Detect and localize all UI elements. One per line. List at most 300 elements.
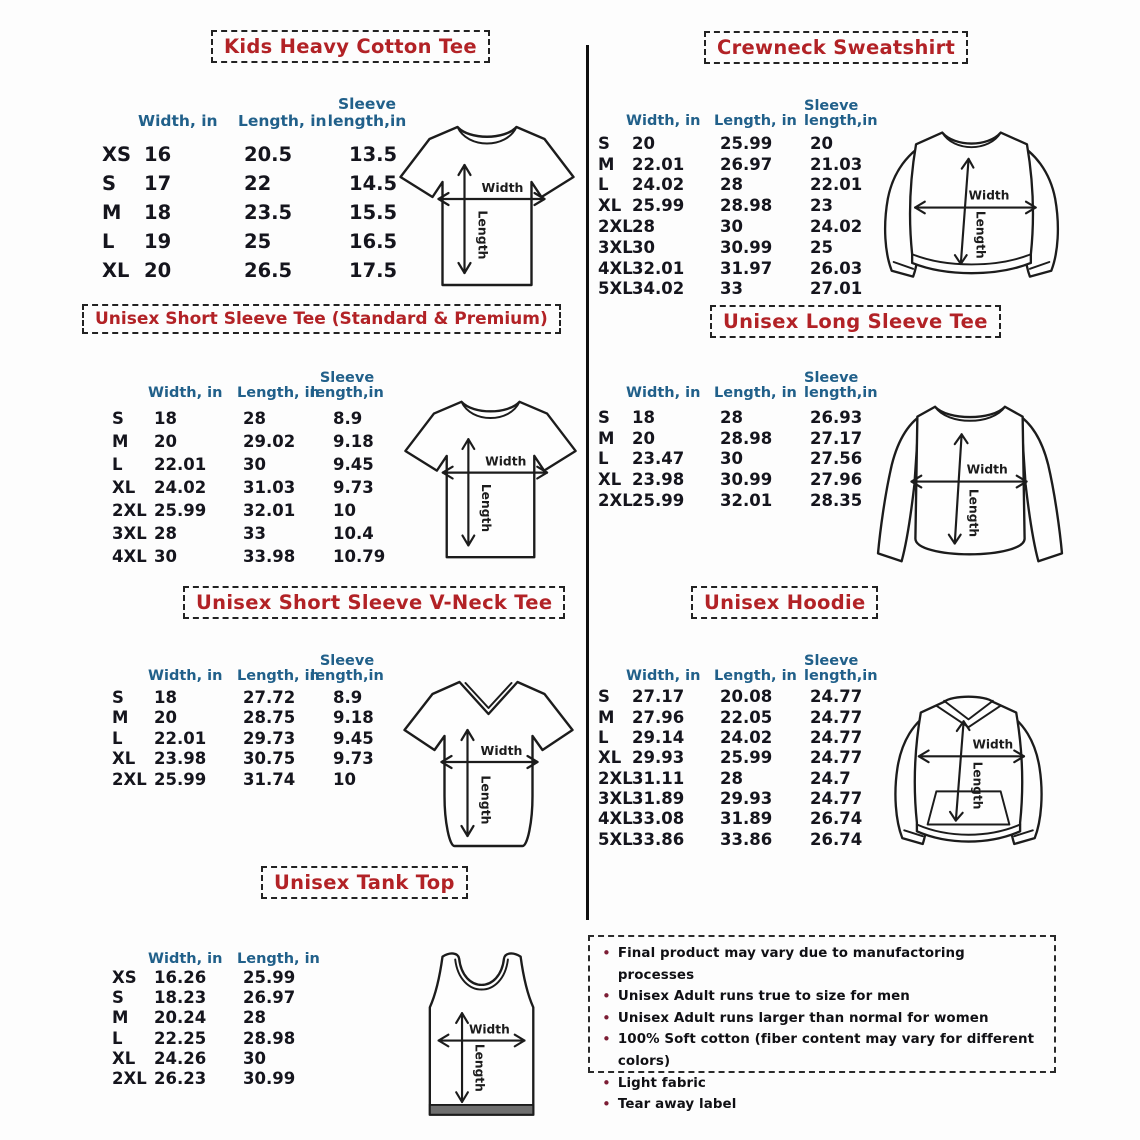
section-crewneck-sweatshirt [592, 28, 1087, 298]
value-cell: 26.5 [244, 259, 293, 283]
table-row [112, 476, 413, 499]
column-header: Width, in [148, 667, 223, 684]
column-header: Sleeve length,in [310, 369, 384, 401]
value-cell: 34.02 [632, 279, 685, 299]
section-title [710, 305, 1001, 338]
note-text: Tear away label [617, 1097, 737, 1113]
value-cell: 18 [632, 407, 655, 427]
table-row [102, 257, 437, 286]
value-cell: 33.86 [632, 829, 685, 849]
table-row [598, 469, 894, 490]
width-label: Width [481, 180, 524, 195]
table-row [598, 687, 894, 707]
table-row [598, 258, 894, 279]
table-row [598, 748, 894, 768]
column-header: Sleeve length,in [804, 369, 878, 401]
column-header: Sleeve length,in [804, 97, 878, 129]
note-text: Unisex Adult runs true to size for men [617, 989, 910, 1005]
value-cell: 20 [632, 133, 655, 153]
size-label: M [112, 708, 129, 728]
tshirt-diagram [392, 113, 582, 298]
table-row [112, 1028, 353, 1048]
value-cell: 26.03 [810, 258, 863, 278]
value-cell: 20.5 [244, 143, 293, 167]
value-cell: 31.11 [632, 768, 685, 788]
note-item [602, 1094, 1042, 1116]
bullet-icon: • [602, 987, 611, 1006]
section-title [211, 30, 490, 63]
value-cell: 30 [720, 216, 743, 236]
value-cell: 27.17 [810, 428, 863, 448]
column-header: Width, in [148, 384, 223, 401]
bullet-icon: • [602, 944, 611, 962]
section-title-text: Unisex Short Sleeve V-Neck Tee [196, 591, 553, 614]
value-cell: 30 [154, 546, 177, 566]
width-label: Width [966, 462, 1008, 477]
size-label: M [598, 707, 615, 727]
value-cell: 9.45 [333, 728, 374, 748]
column-header: Length, in [237, 667, 320, 684]
size-label: 3XL [598, 237, 633, 257]
size-table [80, 638, 413, 790]
table-row [102, 141, 437, 170]
value-cell: 26.97 [243, 987, 296, 1007]
value-cell: 16 [144, 143, 172, 167]
size-label: 2XL [598, 490, 633, 510]
value-cell: 25.99 [720, 133, 773, 153]
size-label: XL [112, 1049, 136, 1069]
value-cell: 32.01 [720, 490, 773, 510]
value-cell: 29.73 [243, 728, 296, 748]
value-cell: 30 [720, 449, 743, 469]
size-label: 3XL [112, 523, 147, 543]
column-header: Width, in [138, 111, 218, 130]
value-cell: 27.01 [810, 279, 863, 299]
section-title-text: Unisex Hoodie [704, 591, 866, 614]
value-cell: 25.99 [243, 967, 296, 987]
value-cell: 20 [632, 428, 655, 448]
section-unisex-tank-top [80, 863, 560, 1133]
note-text: Final product may vary due to manufactoring processes [617, 946, 965, 983]
size-label: S [112, 987, 124, 1007]
value-cell: 29.02 [243, 431, 296, 451]
column-header: Sleeve length,in [804, 652, 878, 684]
table-row [598, 237, 894, 258]
section-title [183, 586, 565, 619]
size-label: S [102, 172, 117, 196]
value-cell: 17.5 [349, 259, 398, 283]
value-cell: 25.99 [154, 500, 207, 520]
value-cell: 25 [244, 230, 272, 254]
value-cell: 20.24 [154, 1008, 207, 1028]
value-cell: 24.02 [154, 477, 207, 497]
table-row [598, 490, 894, 511]
size-label: S [112, 408, 124, 428]
width-label: Width [968, 188, 1010, 203]
column-divider [586, 45, 589, 920]
table-header-row [598, 83, 894, 129]
value-cell: 28.98 [720, 196, 773, 216]
length-label: Length [970, 761, 985, 810]
size-label: M [598, 428, 615, 448]
size-label: S [598, 687, 610, 707]
value-cell: 20 [144, 259, 172, 283]
section-kids-heavy-cotton-tee [80, 28, 580, 293]
note-item [602, 1029, 1042, 1072]
size-label: L [598, 728, 609, 748]
size-label: 2XL [598, 216, 633, 236]
note-text: Unisex Adult runs larger than normal for women [617, 1010, 989, 1026]
column-header: Sleeve length,in [310, 652, 384, 684]
table-row [598, 216, 894, 237]
value-cell: 28.98 [720, 428, 773, 448]
value-cell: 24.02 [720, 728, 773, 748]
column-header: Sleeve length,in [327, 95, 407, 130]
value-cell: 17 [144, 172, 172, 196]
column-header: Length, in [714, 667, 797, 684]
table-row [598, 829, 894, 849]
size-table [592, 355, 894, 511]
column-header: Width, in [626, 112, 701, 129]
size-label: M [112, 1008, 129, 1028]
value-cell: 24.77 [810, 788, 863, 808]
sweatshirt-diagram [864, 118, 1079, 298]
table-row [102, 170, 437, 199]
value-cell: 24.77 [810, 748, 863, 768]
size-label: M [112, 431, 129, 451]
value-cell: 15.5 [349, 201, 398, 225]
size-label: 2XL [112, 500, 147, 520]
table-row [598, 175, 894, 196]
value-cell: 25.99 [632, 490, 685, 510]
table-row [112, 453, 413, 476]
value-cell: 23 [810, 196, 833, 216]
section-title-text: Unisex Short Sleeve Tee (Standard & Premium) [95, 309, 548, 329]
table-header-row [598, 638, 894, 684]
size-label: 3XL [598, 788, 633, 808]
value-cell: 24.02 [810, 216, 863, 236]
value-cell: 20 [154, 708, 177, 728]
value-cell: 26.74 [810, 829, 863, 849]
size-label: S [598, 133, 610, 153]
length-label: Length [472, 1043, 487, 1092]
value-cell: 31.03 [243, 477, 296, 497]
bullet-icon: • [602, 1073, 611, 1092]
value-cell: 23.98 [154, 749, 207, 769]
value-cell: 31.97 [720, 258, 773, 278]
column-header: Width, in [626, 384, 701, 401]
value-cell: 14.5 [349, 172, 398, 196]
value-cell: 28.35 [810, 490, 863, 510]
value-cell: 10 [333, 770, 356, 790]
value-cell: 28 [720, 175, 743, 195]
width-label: Width [485, 454, 527, 469]
value-cell: 27.96 [810, 470, 863, 490]
size-table [592, 83, 894, 299]
size-label: L [102, 230, 115, 254]
size-table [80, 921, 353, 1089]
value-cell: 28 [720, 407, 743, 427]
length-label: Length [966, 488, 981, 538]
table-row [112, 430, 413, 453]
table-row [598, 788, 894, 808]
value-cell: 13.5 [349, 143, 398, 167]
table-row [112, 407, 413, 430]
value-cell: 30.99 [720, 470, 773, 490]
value-cell: 9.18 [333, 708, 374, 728]
length-label: Length [973, 210, 988, 259]
table-row [598, 279, 894, 300]
table-row [598, 768, 894, 788]
size-label: L [112, 1028, 123, 1048]
value-cell: 24.77 [810, 707, 863, 727]
size-table [80, 355, 413, 568]
value-cell: 24.02 [632, 175, 685, 195]
table-row [112, 1049, 353, 1069]
table-row [112, 708, 413, 729]
value-cell: 31.89 [720, 809, 773, 829]
table-row [112, 967, 353, 987]
value-cell: 28 [243, 408, 266, 428]
table-row [598, 428, 894, 449]
value-cell: 26.74 [810, 809, 863, 829]
width-label: Width [480, 743, 523, 758]
value-cell: 10.79 [333, 546, 386, 566]
value-cell: 30.75 [243, 749, 296, 769]
value-cell: 27.17 [632, 687, 685, 707]
value-cell: 9.73 [333, 477, 374, 497]
table-row [112, 499, 413, 522]
value-cell: 30 [632, 237, 655, 257]
value-cell: 16.5 [349, 230, 398, 254]
value-cell: 19 [144, 230, 172, 254]
value-cell: 33.08 [632, 809, 685, 829]
value-cell: 25.99 [632, 196, 685, 216]
value-cell: 30.99 [720, 237, 773, 257]
note-text: 100% Soft cotton (fiber content may vary for different colors) [617, 1032, 1035, 1069]
value-cell: 26.23 [154, 1069, 207, 1089]
table-row [112, 522, 413, 545]
value-cell: 32.01 [632, 258, 685, 278]
table-row [112, 687, 413, 708]
value-cell: 10 [333, 500, 356, 520]
value-cell: 25.99 [154, 770, 207, 790]
table-header-row [112, 638, 413, 684]
value-cell: 20 [810, 133, 833, 153]
section-unisex-hoodie [592, 583, 1090, 858]
value-cell: 24.77 [810, 687, 863, 707]
section-title [82, 304, 561, 334]
size-label: L [112, 454, 123, 474]
size-label: L [112, 728, 123, 748]
size-label: XL [598, 470, 622, 490]
section-title-text: Unisex Long Sleeve Tee [723, 310, 988, 333]
column-header: Length, in [237, 950, 320, 967]
value-cell: 18.23 [154, 987, 207, 1007]
value-cell: 24.77 [810, 728, 863, 748]
size-label: S [112, 687, 124, 707]
column-header: Width, in [148, 950, 223, 967]
value-cell: 30.99 [243, 1069, 296, 1089]
width-label: Width [972, 737, 1014, 752]
value-cell: 28 [243, 1008, 266, 1028]
value-cell: 29.93 [720, 788, 773, 808]
value-cell: 22.05 [720, 707, 773, 727]
value-cell: 33.98 [243, 546, 296, 566]
size-label: XS [102, 143, 132, 167]
value-cell: 20 [154, 431, 177, 451]
value-cell: 18 [154, 408, 177, 428]
column-header: Width, in [626, 667, 701, 684]
table-row [112, 769, 413, 790]
value-cell: 28 [154, 523, 177, 543]
value-cell: 26.93 [810, 407, 863, 427]
section-title-text: Kids Heavy Cotton Tee [224, 35, 477, 58]
note-item [602, 986, 1042, 1008]
value-cell: 22.01 [632, 154, 685, 174]
table-row [112, 1069, 353, 1089]
value-cell: 33 [243, 523, 266, 543]
table-row [598, 728, 894, 748]
table-row [598, 154, 894, 175]
section-unisex-long-sleeve-tee [592, 300, 1090, 575]
width-label: Width [468, 1022, 510, 1037]
size-label: 4XL [598, 258, 633, 278]
value-cell: 25 [810, 237, 833, 257]
table-header-row [112, 921, 353, 967]
note-text: Light fabric [617, 1075, 706, 1091]
value-cell: 30 [243, 454, 266, 474]
value-cell: 21.03 [810, 154, 863, 174]
size-label: 2XL [598, 768, 633, 788]
size-label: XL [112, 477, 136, 497]
size-label: L [598, 449, 609, 469]
value-cell: 28.75 [243, 708, 296, 728]
bullet-icon: • [602, 1095, 611, 1114]
table-row [102, 199, 437, 228]
column-header: Length, in [714, 112, 797, 129]
column-header: Length, in [238, 111, 327, 130]
table-row [112, 728, 413, 749]
value-cell: 27.56 [810, 449, 863, 469]
section-unisex-short-sleeve-tee [80, 300, 585, 575]
size-label: XL [112, 749, 136, 769]
table-row [598, 407, 894, 428]
value-cell: 18 [144, 201, 172, 225]
size-label: 2XL [112, 1069, 147, 1089]
size-label: M [598, 154, 615, 174]
value-cell: 28 [632, 216, 655, 236]
table-header-row [598, 355, 894, 401]
size-label: 4XL [598, 809, 633, 829]
note-item [602, 1008, 1042, 1030]
tshirt-diagram [398, 388, 583, 570]
size-label: XS [112, 967, 137, 987]
value-cell: 9.73 [333, 749, 374, 769]
value-cell: 32.01 [243, 500, 296, 520]
size-label: 4XL [112, 546, 147, 566]
value-cell: 22.25 [154, 1028, 207, 1048]
value-cell: 23.98 [632, 470, 685, 490]
size-label: XL [102, 259, 130, 283]
value-cell: 18 [154, 687, 177, 707]
size-label: S [598, 407, 610, 427]
value-cell: 24.26 [154, 1049, 207, 1069]
value-cell: 27.96 [632, 707, 685, 727]
value-cell: 33 [720, 279, 743, 299]
size-label: XL [598, 748, 622, 768]
size-label: 5XL [598, 829, 633, 849]
length-label: Length [475, 210, 491, 260]
bullet-icon: • [602, 1030, 611, 1049]
value-cell: 26.97 [720, 154, 773, 174]
table-row [598, 195, 894, 216]
value-cell: 28.98 [243, 1028, 296, 1048]
hoodie-diagram [876, 675, 1061, 863]
section-title-text: Crewneck Sweatshirt [717, 36, 956, 59]
length-label: Length [478, 775, 494, 825]
value-cell: 31.74 [243, 770, 296, 790]
product-notes [588, 935, 1056, 1114]
value-cell: 22 [244, 172, 272, 196]
value-cell: 16.26 [154, 967, 207, 987]
table-row [112, 1008, 353, 1028]
section-title [704, 31, 968, 64]
value-cell: 22.01 [810, 175, 863, 195]
size-label: 5XL [598, 279, 633, 299]
value-cell: 25.99 [720, 748, 773, 768]
table-header-row [102, 83, 437, 129]
size-table [80, 83, 437, 286]
value-cell: 22.01 [154, 454, 207, 474]
size-label: 2XL [112, 770, 147, 790]
value-cell: 24.7 [810, 768, 851, 788]
value-cell: 30 [243, 1049, 266, 1069]
value-cell: 31.89 [632, 788, 685, 808]
table-row [112, 545, 413, 568]
section-unisex-v-neck-tee [80, 583, 580, 853]
long-sleeve-tee-diagram [856, 393, 1084, 575]
value-cell: 28 [720, 768, 743, 788]
value-cell: 23.5 [244, 201, 293, 225]
size-label: XL [598, 196, 622, 216]
value-cell: 8.9 [333, 408, 363, 428]
table-row [598, 707, 894, 727]
column-header: Length, in [714, 384, 797, 401]
note-item [602, 1073, 1042, 1095]
tank-top-diagram [423, 950, 545, 1132]
table-row [598, 133, 894, 154]
value-cell: 29.14 [632, 728, 685, 748]
table-row [598, 809, 894, 829]
bullet-icon: • [602, 1008, 611, 1027]
size-label: M [102, 201, 122, 225]
value-cell: 22.01 [154, 728, 207, 748]
value-cell: 9.45 [333, 454, 374, 474]
value-cell: 20.08 [720, 687, 773, 707]
table-row [112, 749, 413, 770]
value-cell: 10.4 [333, 523, 374, 543]
v-neck-tee-diagram [400, 670, 578, 855]
table-header-row [112, 355, 413, 401]
value-cell: 23.47 [632, 449, 685, 469]
value-cell: 33.86 [720, 829, 773, 849]
value-cell: 9.18 [333, 431, 374, 451]
section-title [261, 866, 468, 899]
column-header: Length, in [237, 384, 320, 401]
size-label: L [598, 175, 609, 195]
section-title-text: Unisex Tank Top [274, 871, 455, 894]
